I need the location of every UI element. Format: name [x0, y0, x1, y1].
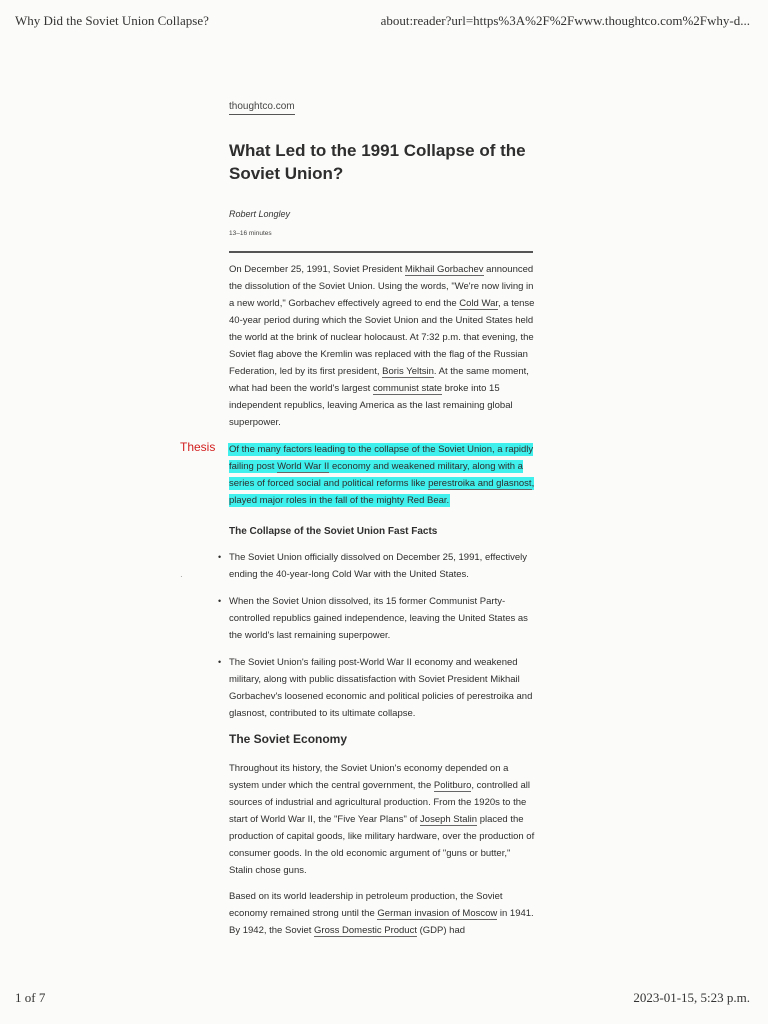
- thesis-annotation: Thesis: [180, 440, 216, 454]
- text-run: broke into 15 independent republics, leaving America as the last remaining global superpower.: [229, 383, 513, 428]
- link-perestroika-glasnost[interactable]: perestroika and glasnost: [428, 478, 532, 489]
- text-run: Throughout its history, the Soviet Union's economy depended on a system under which the central government, the: [229, 763, 509, 791]
- print-timestamp: 2023-01-15, 5:23 p.m.: [633, 990, 750, 1005]
- page-number: 1 of 7: [15, 990, 46, 1005]
- fast-facts-heading: The Collapse of the Soviet Union Fast Facts: [229, 526, 438, 537]
- scan-mark: ·: [180, 572, 183, 581]
- link-mikhail-gorbachev[interactable]: Mikhail Gorbachev: [404, 264, 484, 275]
- bullet-icon: •: [218, 596, 222, 606]
- intro-paragraph: [229, 261, 535, 431]
- divider: [229, 251, 533, 253]
- text-run: in 1941. By 1942, the Soviet: [229, 908, 534, 936]
- print-page-title: Why Did the Soviet Union Collapse?: [15, 13, 209, 28]
- section-heading-economy: The Soviet Economy: [229, 732, 348, 746]
- list-item-text: The Soviet Union officially dissolved on December 25, 1991, effectively ending the 40-year-long Cold War with the United States.: [229, 552, 528, 580]
- link-cold-war[interactable]: Cold War: [459, 298, 498, 309]
- thesis-block: [180, 440, 535, 509]
- author: Robert Longley: [229, 209, 291, 219]
- link-politburo[interactable]: Politburo: [433, 780, 472, 791]
- link-german-invasion-of-moscow[interactable]: German invasion of Moscow: [377, 908, 498, 919]
- text-run: , played major roles in the fall of the mighty Red Bear.: [229, 478, 535, 506]
- text-run: placed the production of capital goods, like military hardware, over the production of consumer goods. In the old economic argument of "guns or butter," Stalin chose guns.: [229, 814, 535, 876]
- text-run: Based on its world leadership in petroleum production, the Soviet economy remained strong until the: [229, 891, 503, 919]
- print-url: about:reader?url=https%3A%2F%2Fwww.thoughtco.com%2Fwhy-d...: [380, 13, 750, 28]
- text-run: announced the dissolution of the Soviet Union. Using the words, "We're now living in a new world," Gorbachev effectively agreed to end the: [229, 264, 534, 309]
- text-run: Of the many factors leading to the collapse of the Soviet Union, a rapidly failing post: [229, 444, 534, 472]
- bullet-icon: •: [218, 657, 222, 667]
- thesis-paragraph: [229, 441, 535, 509]
- list-item-text: The Soviet Union's failing post-World War II economy and weakened military, along with public dissatisfaction with Soviet President Mikhail Gorbachev's loosened economic and political policies of perestroika and glasnost, contributed to its ultimate collapse.: [229, 657, 533, 719]
- list-item: [218, 654, 535, 722]
- text-run: (GDP) had: [416, 925, 466, 936]
- text-run: , a tense 40-year period during which the Soviet Union and the United States held the world at the brink of nuclear holocaust. At 7:32 p.m. that evening, the Soviet flag above the Kremlin was replaced with the flag of the Russian Federation, led by its first president,: [229, 298, 535, 377]
- article-title: What Led to the 1991 Collapse of the Soviet Union?: [229, 141, 526, 183]
- article: [180, 96, 535, 939]
- text-run: . At the same moment, what had been the world's largest: [229, 366, 529, 394]
- link-gross-domestic-product[interactable]: Gross Domestic Product: [314, 925, 417, 936]
- fast-facts-list: [218, 549, 535, 722]
- text-run: , controlled all sources of industrial and agricultural production. From the 1920s to the start of World War II, the "Five Year Plans" of: [229, 780, 531, 825]
- economy-paragraph-1: [229, 760, 535, 879]
- source-link[interactable]: thoughtco.com: [229, 101, 295, 115]
- link-world-war-ii[interactable]: World War II: [277, 461, 330, 472]
- list-item: [218, 549, 535, 583]
- list-item: [218, 593, 535, 644]
- link-boris-yeltsin[interactable]: Boris Yeltsin: [382, 366, 434, 377]
- text-run: On December 25, 1991, Soviet President: [229, 264, 405, 275]
- link-joseph-stalin[interactable]: Joseph Stalin: [420, 814, 478, 825]
- list-item-text: When the Soviet Union dissolved, its 15 former Communist Party-controlled republics gained independence, leaving the United States as the world's last remaining superpower.: [229, 596, 528, 641]
- economy-paragraph-2: [229, 888, 535, 939]
- link-communist-state[interactable]: communist state: [372, 383, 443, 394]
- read-time: 13–16 minutes: [229, 230, 272, 237]
- print-header: [0, 0, 768, 40]
- text-run: economy and weakened military, along with a series of forced social and political reforms like: [229, 461, 523, 489]
- bullet-icon: •: [218, 552, 222, 562]
